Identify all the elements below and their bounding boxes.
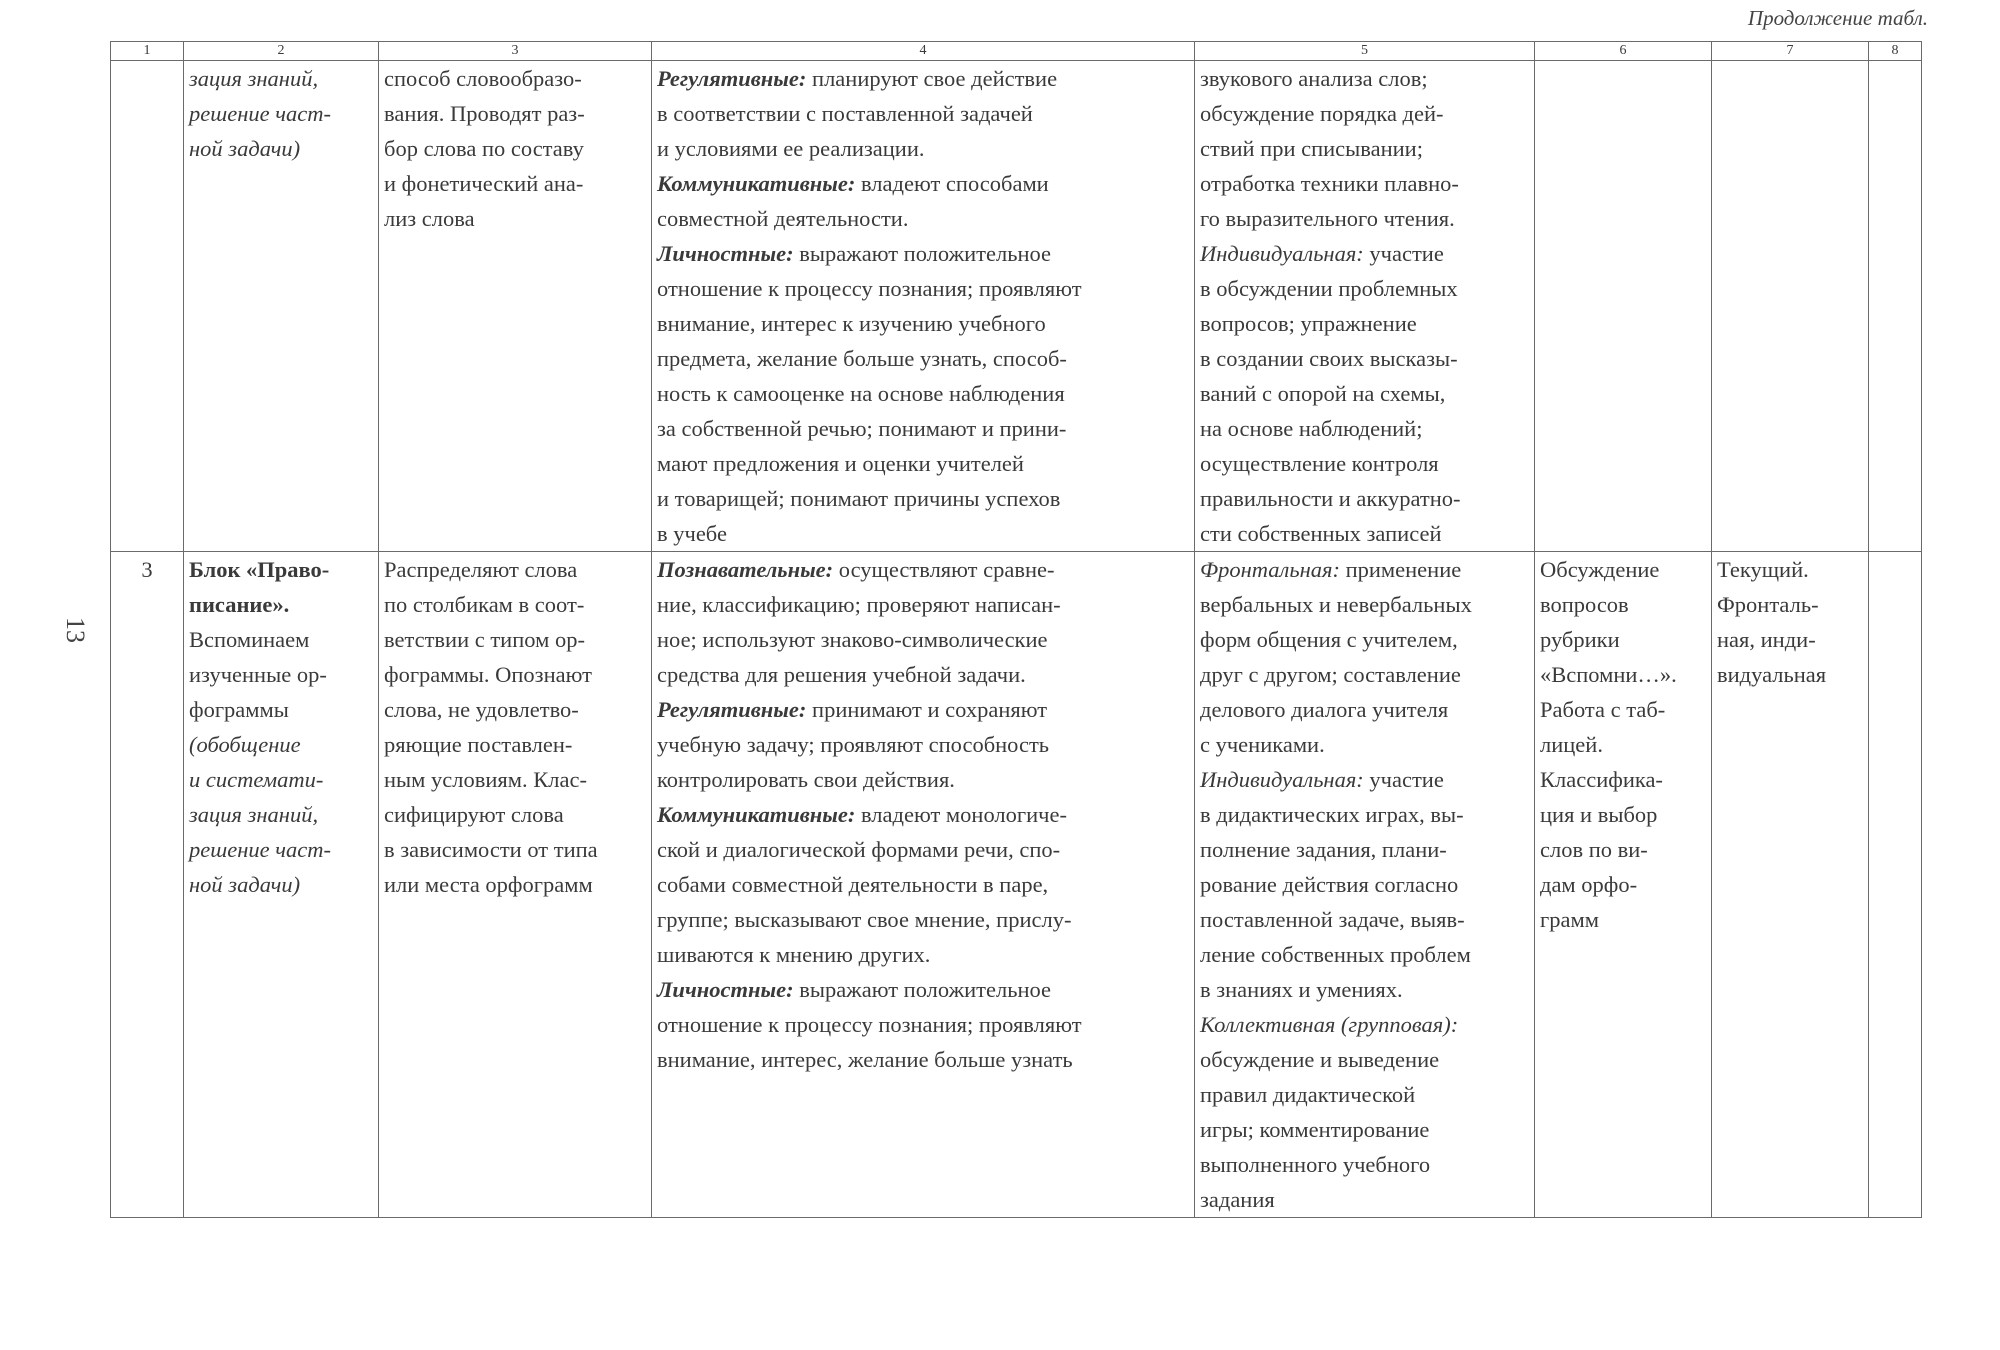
topic-cell bbox=[184, 552, 379, 1218]
forms-cell bbox=[1195, 552, 1535, 1218]
uud-line: внимание, интерес, желание больше узнать bbox=[657, 1047, 1073, 1072]
activity-line: по столбикам в соот- bbox=[384, 592, 585, 617]
work-type-cell bbox=[1535, 61, 1712, 552]
uud-line: внимание, интерес к изучению учебного bbox=[657, 311, 1046, 336]
column-header: 3 bbox=[379, 42, 652, 61]
uud-line bbox=[657, 552, 1189, 587]
uud-text: принимают и сохраняют bbox=[806, 697, 1048, 722]
forms-text: участие bbox=[1363, 241, 1444, 266]
uud-line: группе; высказывают свое мнение, прислу- bbox=[657, 907, 1072, 932]
work-type-line: ция и выбор bbox=[1540, 802, 1658, 827]
uud-line bbox=[657, 797, 1189, 832]
forms-line: обсуждение и выведение bbox=[1200, 1047, 1440, 1072]
uud-line: средства для решения учебной задачи. bbox=[657, 662, 1026, 687]
activity-line: бор слова по составу bbox=[384, 136, 584, 161]
uud-line: контролировать свои действия. bbox=[657, 767, 955, 792]
uud-line: предмета, желание больше узнать, способ- bbox=[657, 346, 1067, 371]
forms-line: задания bbox=[1200, 1187, 1275, 1212]
uud-line bbox=[657, 61, 1189, 96]
uud-line: ное; используют знаково-символические bbox=[657, 627, 1048, 652]
column-header: 8 bbox=[1869, 42, 1922, 61]
work-type-line: дам орфо- bbox=[1540, 872, 1638, 897]
work-type-line: грамм bbox=[1540, 907, 1599, 932]
forms-line: осуществление контроля bbox=[1200, 451, 1439, 476]
forms-line: полнение задания, плани- bbox=[1200, 837, 1447, 862]
page-number: 13 bbox=[61, 617, 90, 643]
regulative-label: Регулятивные: bbox=[657, 697, 807, 722]
forms-line: рование действия согласно bbox=[1200, 872, 1459, 897]
forms-line: ваний с опорой на схемы, bbox=[1200, 381, 1446, 406]
uud-line bbox=[657, 692, 1189, 727]
forms-line: на основе наблюдений; bbox=[1200, 416, 1423, 441]
uud-line: отношение к процессу познания; проявляют bbox=[657, 276, 1082, 301]
uud-cell bbox=[652, 61, 1195, 552]
uud-line: мают предложения и оценки учителей bbox=[657, 451, 1024, 476]
uud-text: осуществляют сравне- bbox=[833, 557, 1055, 582]
personal-label: Личностные: bbox=[657, 241, 794, 266]
activity-line: способ словообразо- bbox=[384, 66, 582, 91]
forms-line bbox=[1200, 236, 1529, 271]
forms-line: вербальных и невербальных bbox=[1200, 592, 1472, 617]
empty-cell bbox=[1869, 552, 1922, 1218]
forms-line: сти собственных записей bbox=[1200, 521, 1442, 546]
forms-line: поставленной задаче, выяв- bbox=[1200, 907, 1465, 932]
forms-line: делового диалога учителя bbox=[1200, 697, 1449, 722]
forms-text: применение bbox=[1339, 557, 1462, 582]
column-header: 7 bbox=[1712, 42, 1869, 61]
forms-line: с учениками. bbox=[1200, 732, 1325, 757]
topic-line: ной задачи) bbox=[189, 872, 301, 897]
forms-line: отработка техники плавно- bbox=[1200, 171, 1459, 196]
forms-line: в создании своих высказы- bbox=[1200, 346, 1458, 371]
table-row bbox=[111, 61, 1922, 552]
work-type-line: слов по ви- bbox=[1540, 837, 1648, 862]
uud-line: шиваются к мнению других. bbox=[657, 942, 931, 967]
topic-line: зация знаний, bbox=[189, 66, 319, 91]
control-line: ная, инди- bbox=[1717, 627, 1816, 652]
forms-line: в знаниях и умениях. bbox=[1200, 977, 1403, 1002]
uud-line: и условиями ее реализации. bbox=[657, 136, 925, 161]
row-number-cell: 3 bbox=[111, 552, 184, 1218]
communicative-label: Коммуникативные: bbox=[657, 802, 856, 827]
forms-line: форм общения с учителем, bbox=[1200, 627, 1458, 652]
regulative-label: Регулятивные: bbox=[657, 66, 807, 91]
activity-line: лиз слова bbox=[384, 206, 475, 231]
control-line: Текущий. bbox=[1717, 557, 1809, 582]
activity-line: или места орфограмм bbox=[384, 872, 593, 897]
activity-line: вания. Проводят раз- bbox=[384, 101, 585, 126]
forms-line: вопросов; упражнение bbox=[1200, 311, 1417, 336]
activity-line: сифицируют слова bbox=[384, 802, 564, 827]
uud-line bbox=[657, 972, 1189, 1007]
topic-line: ной задачи) bbox=[189, 136, 301, 161]
work-type-line: «Вспомни…». bbox=[1540, 662, 1677, 687]
topic-line: Вспоминаем bbox=[189, 627, 310, 652]
row-number-cell bbox=[111, 61, 184, 552]
forms-line: звукового анализа слов; bbox=[1200, 66, 1428, 91]
collective-label: Коллективная (групповая): bbox=[1200, 1012, 1459, 1037]
cognitive-label: Познавательные: bbox=[657, 557, 834, 582]
uud-text: владеют монологиче- bbox=[855, 802, 1067, 827]
activity-line: фограммы. Опознают bbox=[384, 662, 592, 687]
uud-text: выражают положительное bbox=[793, 977, 1052, 1002]
forms-text: участие bbox=[1363, 767, 1444, 792]
forms-line: друг с другом; составление bbox=[1200, 662, 1461, 687]
column-header: 2 bbox=[184, 42, 379, 61]
forms-line: в дидактических играх, вы- bbox=[1200, 802, 1464, 827]
forms-line bbox=[1200, 552, 1529, 587]
forms-line: правил дидактической bbox=[1200, 1082, 1416, 1107]
uud-line: собами совместной деятельности в паре, bbox=[657, 872, 1049, 897]
topic-title-line: Блок «Право- bbox=[189, 557, 330, 582]
uud-line: и товарищей; понимают причины успехов bbox=[657, 486, 1061, 511]
lesson-plan-table bbox=[110, 41, 1922, 1218]
personal-label: Личностные: bbox=[657, 977, 794, 1002]
frontal-label: Фронтальная: bbox=[1200, 557, 1340, 582]
column-header: 1 bbox=[111, 42, 184, 61]
uud-line: за собственной речью; понимают и прини- bbox=[657, 416, 1067, 441]
activity-cell bbox=[379, 61, 652, 552]
column-header: 6 bbox=[1535, 42, 1712, 61]
column-number-row bbox=[111, 42, 1922, 61]
topic-line: решение част- bbox=[189, 837, 331, 862]
forms-line: в обсуждении проблемных bbox=[1200, 276, 1458, 301]
uud-line: совместной деятельности. bbox=[657, 206, 909, 231]
continuation-note: Продолжение табл. bbox=[1747, 6, 1928, 30]
individual-label: Индивидуальная: bbox=[1200, 241, 1364, 266]
forms-cell bbox=[1195, 61, 1535, 552]
work-type-line: лицей. bbox=[1540, 732, 1603, 757]
forms-line: го выразительного чтения. bbox=[1200, 206, 1455, 231]
work-type-line: Обсуждение bbox=[1540, 557, 1660, 582]
forms-line: выполненного учебного bbox=[1200, 1152, 1431, 1177]
uud-line bbox=[657, 166, 1189, 201]
table-row bbox=[111, 552, 1922, 1218]
work-type-line: Работа с таб- bbox=[1540, 697, 1666, 722]
topic-cell bbox=[184, 61, 379, 552]
uud-text: владеют способами bbox=[855, 171, 1049, 196]
activity-line: ряющие поставлен- bbox=[384, 732, 573, 757]
control-line: Фронталь- bbox=[1717, 592, 1819, 617]
uud-text: планируют свое действие bbox=[806, 66, 1058, 91]
work-type-line: рубрики bbox=[1540, 627, 1620, 652]
topic-line: (обобщение bbox=[189, 732, 301, 757]
work-type-cell bbox=[1535, 552, 1712, 1218]
uud-line: учебную задачу; проявляют способность bbox=[657, 732, 1050, 757]
topic-line: фограммы bbox=[189, 697, 289, 722]
activity-line: и фонетический ана- bbox=[384, 171, 584, 196]
individual-label: Индивидуальная: bbox=[1200, 767, 1364, 792]
forms-line: обсуждение порядка дей- bbox=[1200, 101, 1444, 126]
control-line: видуальная bbox=[1717, 662, 1827, 687]
uud-text: выражают положительное bbox=[793, 241, 1052, 266]
activity-line: слова, не удовлетво- bbox=[384, 697, 579, 722]
empty-cell bbox=[1869, 61, 1922, 552]
forms-line bbox=[1200, 762, 1529, 797]
control-cell bbox=[1712, 552, 1869, 1218]
topic-line: изученные ор- bbox=[189, 662, 327, 687]
topic-line: и системати- bbox=[189, 767, 324, 792]
activity-cell bbox=[379, 552, 652, 1218]
uud-cell bbox=[652, 552, 1195, 1218]
activity-line: Распределяют слова bbox=[384, 557, 578, 582]
control-cell bbox=[1712, 61, 1869, 552]
topic-line: зация знаний, bbox=[189, 802, 319, 827]
forms-line: правильности и аккуратно- bbox=[1200, 486, 1461, 511]
forms-line: ление собственных проблем bbox=[1200, 942, 1471, 967]
topic-line: решение част- bbox=[189, 101, 331, 126]
uud-line: в учебе bbox=[657, 521, 727, 546]
uud-line: ние, классификацию; проверяют написан- bbox=[657, 592, 1061, 617]
work-type-line: вопросов bbox=[1540, 592, 1629, 617]
uud-line: в соответствии с поставленной задачей bbox=[657, 101, 1033, 126]
uud-line: отношение к процессу познания; проявляют bbox=[657, 1012, 1082, 1037]
column-header: 4 bbox=[652, 42, 1195, 61]
activity-line: ветствии с типом ор- bbox=[384, 627, 585, 652]
work-type-line: Классифика- bbox=[1540, 767, 1663, 792]
communicative-label: Коммуникативные: bbox=[657, 171, 856, 196]
activity-line: ным условиям. Клас- bbox=[384, 767, 587, 792]
uud-line: ность к самооценке на основе наблюдения bbox=[657, 381, 1065, 406]
uud-line bbox=[657, 236, 1189, 271]
forms-line: игры; комментирование bbox=[1200, 1117, 1430, 1142]
forms-line: ствий при списывании; bbox=[1200, 136, 1423, 161]
uud-line: ской и диалогической формами речи, спо- bbox=[657, 837, 1061, 862]
activity-line: в зависимости от типа bbox=[384, 837, 598, 862]
topic-title-line: писание». bbox=[189, 592, 290, 617]
column-header: 5 bbox=[1195, 42, 1535, 61]
